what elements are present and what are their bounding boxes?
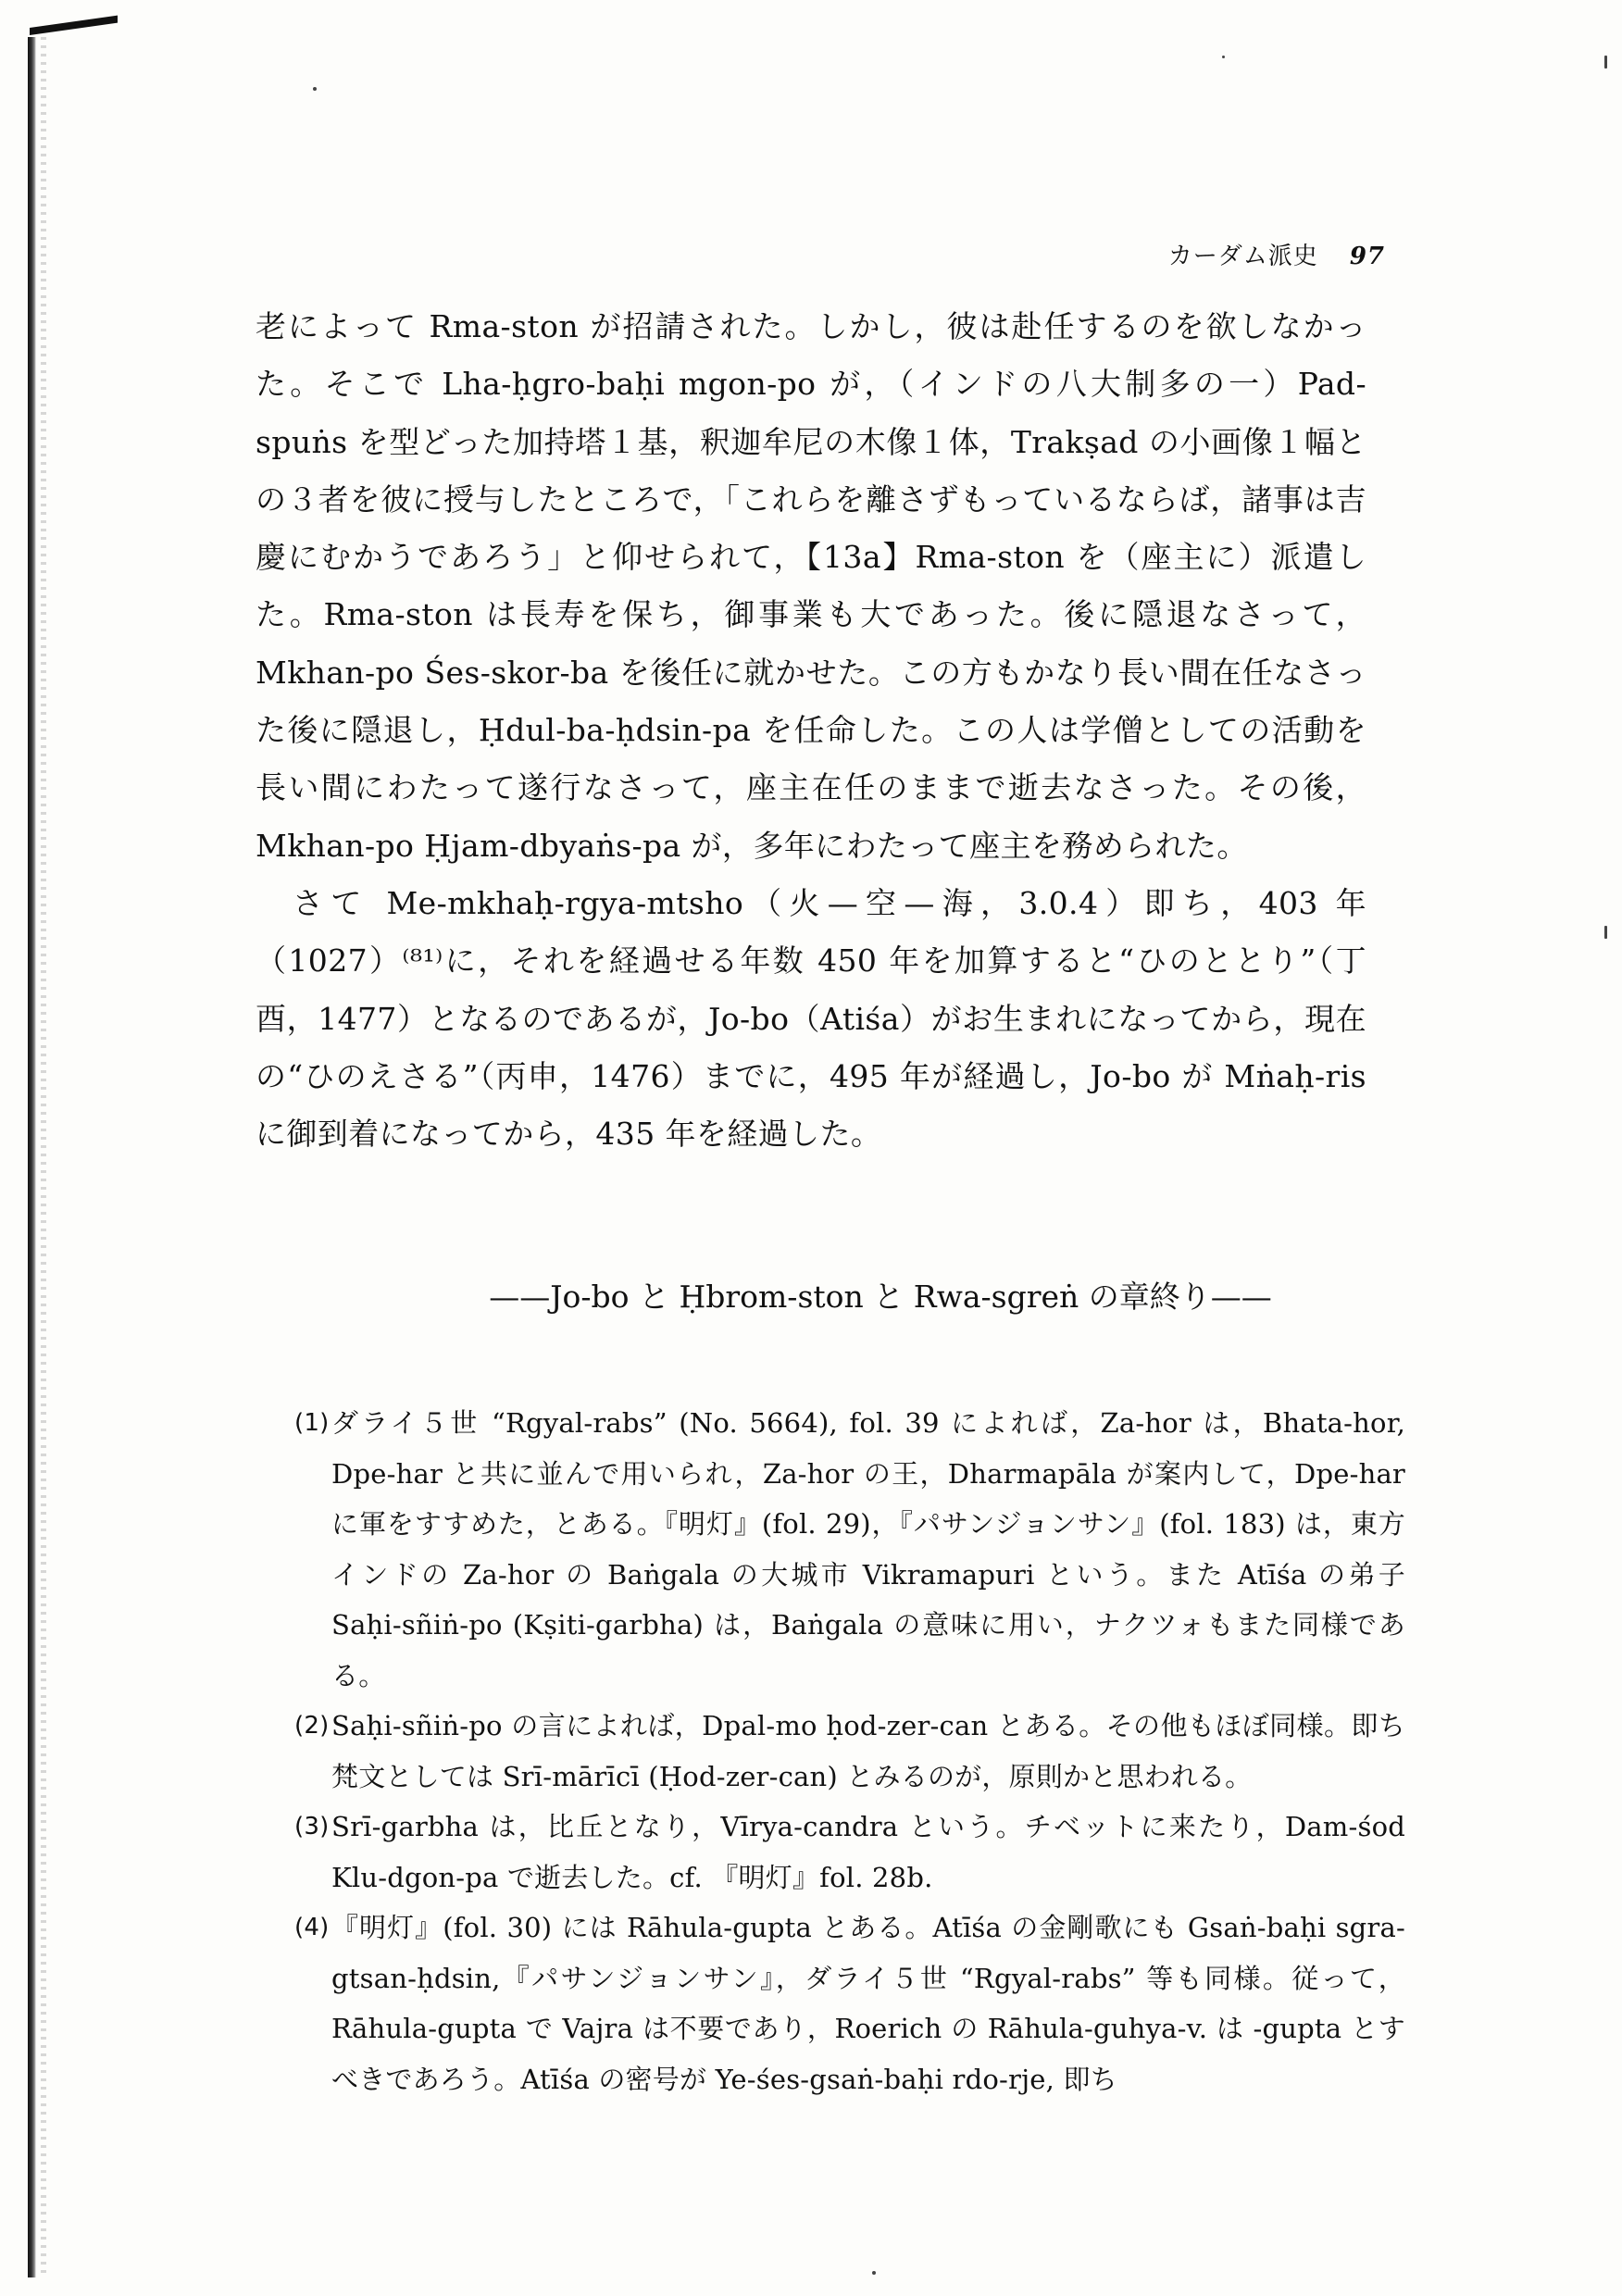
scan-speck bbox=[313, 87, 317, 91]
binding-edge-shadow bbox=[41, 37, 46, 2277]
footnotes bbox=[294, 1398, 1405, 2104]
footnote-number: (1) bbox=[294, 1409, 330, 1437]
footnote bbox=[294, 1398, 1405, 1701]
chapter-end-line: ——Jo-bo と Ḥbrom-ston と Rwa-sgreṅ の章終り—— bbox=[489, 1279, 1272, 1315]
footnote-number: (3) bbox=[294, 1813, 330, 1841]
scan-speck bbox=[1604, 926, 1607, 939]
corner-mark bbox=[30, 16, 118, 35]
footnote bbox=[294, 1701, 1405, 1802]
footnote bbox=[294, 1802, 1405, 1903]
body-text bbox=[256, 298, 1366, 1163]
footnote-text: Srī-garbha は，比丘となり，Vīrya-candra という。チベットに来たり，Dam-śod Klu-dgon-pa で逝去した。cf. 『明灯』fol. 28b. bbox=[331, 1811, 1405, 1893]
scan-speck bbox=[872, 2271, 876, 2275]
running-head-title: カーダム派史 bbox=[1167, 243, 1318, 270]
footnote bbox=[294, 1903, 1405, 2104]
scan-speck bbox=[1604, 56, 1607, 69]
binding-edge bbox=[28, 37, 36, 2277]
paragraph: さて Me-mkhaḥ-rgya-mtsho（火—空—海，3.0.4）即ち，403 年（1027）⁽⁸¹⁾に，それを経過せる年数 450 年を加算すると“ひのととり”（丁酉，1477）となるのであるが，Jo-bo（Atiśa）がお生まれになってから，現在の“ひのえさる”（丙申，1476）までに，495 年が経過し，Jo-bo が Mṅaḥ-ris に御到着になってから，435 年を経過した。 bbox=[256, 884, 1366, 1153]
running-head bbox=[1168, 237, 1385, 271]
footnote-text: 『明灯』(fol. 30) には Rāhula-gupta とある。Atīśa の金剛歌にも Gsaṅ-baḥi sgra-gtsan-ḥdsin,『パサンジョンサン』，ダライ５世 “Rgyal-rabs” 等も同様。従って，Rāhula-gupta で Vajra は不要であり，Roerich の Rāhula-guhya-v. は -gupta とすべきであろう。Atīśa の密号が Ye-śes-gsaṅ-baḥi rdo-rje, 即ち bbox=[331, 1912, 1405, 2095]
paragraph: 老によって Rma-ston が招請された。しかし，彼は赴任するのを欲しなかった。そこで Lha-ḥgro-baḥi mgon-po が，（インドの八大制多の一）Pad-spuṅs を型どった加持塔１基，釈迦牟尼の木像１体，Trakṣad の小画像１幅との３者を彼に授与したところで，「これらを離さずもっているならば，諸事は吉慶にむかうであろう」と仰せられて，【13a】Rma-ston を（座主に）派遣した。Rma-ston は長寿を保ち，御事業も大であった。後に隠退なさって，Mkhan-po Śes-skor-ba を後任に就かせた。この方もかなり長い間在任なさった後に隠退し，Ḥdul-ba-ḥdsin-pa を任命した。この人は学僧としての活動を長い間にわたって遂行なさって，座主在任のままで逝去なさった。その後，Mkhan-po Ḥjam-dbyaṅs-pa が，多年にわたって座主を務められた。 bbox=[256, 308, 1366, 864]
footnote-text: ダライ５世 “Rgyal-rabs” (No. 5664), fol. 39 によれば，Za-hor は，Bhata-hor, Dpe-har と共に並んで用いられ，Za-hor の王，Dharmapāla が案内して，Dpe-har に軍をすすめた，とある。『明灯』(fol. 29)，『パサンジョンサン』(fol. 183) は，東方インドの Za-hor の Baṅgala の大城市 Vikramapuri という。また Atīśa の弟子 Saḥi-sñiṅ-po (Kṣiti-garbha) は，Baṅgala の意味に用い，ナクツォもまた同様である。 bbox=[331, 1407, 1405, 1691]
page-number: 97 bbox=[1349, 243, 1385, 270]
scan-speck bbox=[1222, 56, 1225, 58]
footnote-number: (4) bbox=[294, 1914, 330, 1941]
footnote-text: Saḥi-sñiṅ-po の言によれば，Dpal-mo ḥod-zer-can とある。その他もほぼ同様。即ち梵文としては Srī-mārīcī (Ḥod-zer-can) とみるのが，原則かと思われる。 bbox=[331, 1710, 1405, 1792]
footnote-number: (2) bbox=[294, 1712, 330, 1740]
